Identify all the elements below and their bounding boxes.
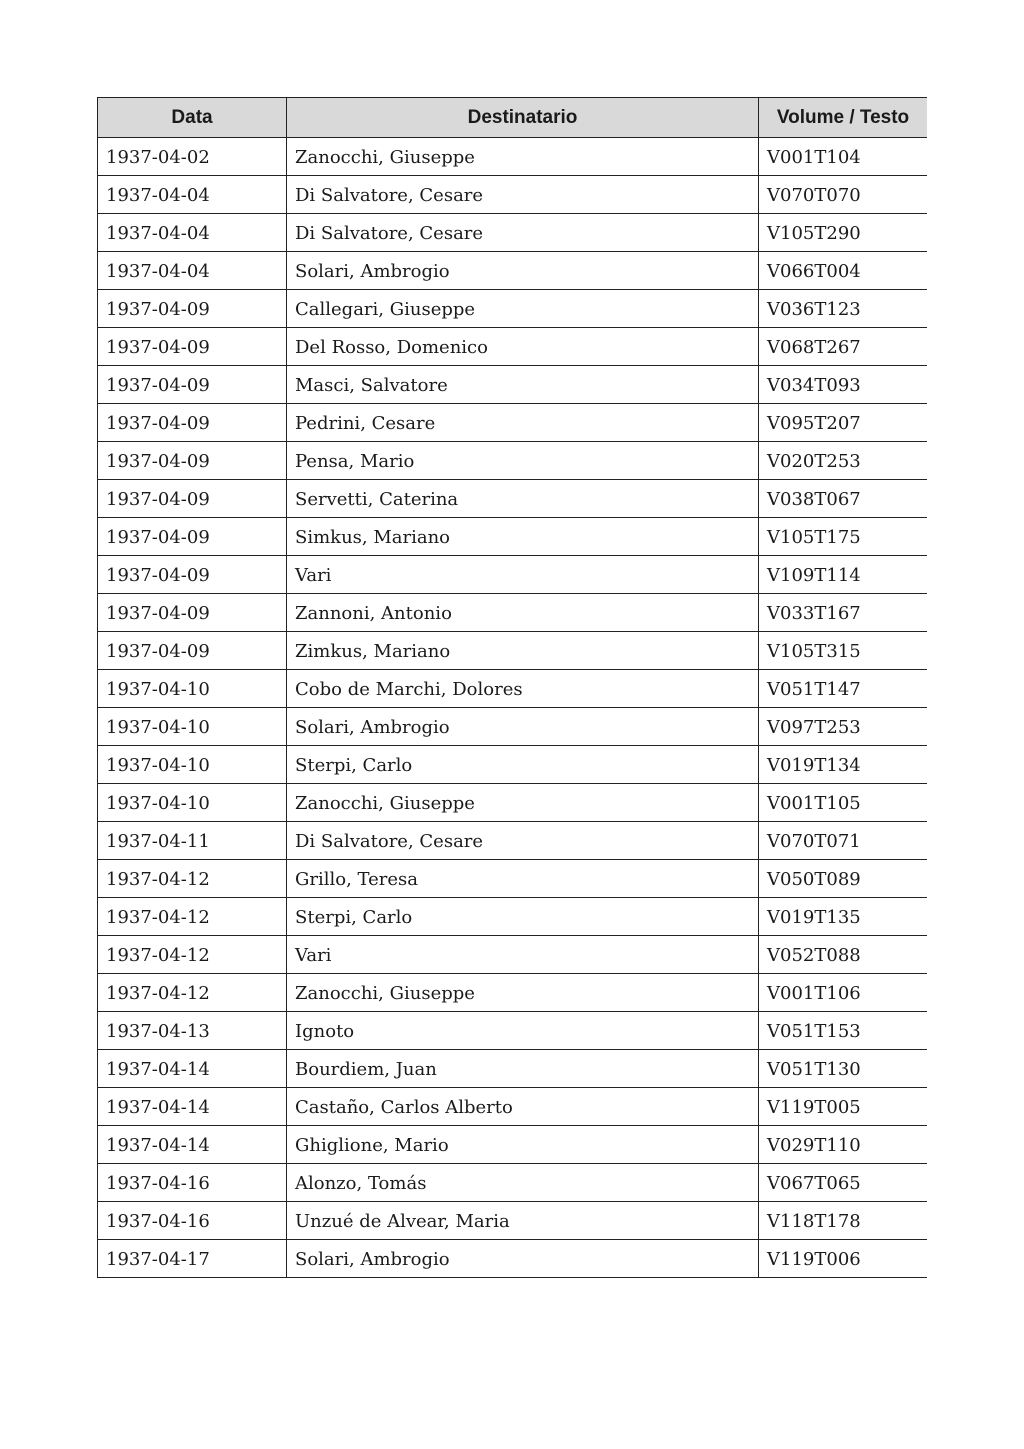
cell-recipient: Solari, Ambrogio (287, 1240, 759, 1278)
cell-recipient: Grillo, Teresa (287, 860, 759, 898)
cell-recipient: Zimkus, Mariano (287, 632, 759, 670)
cell-volume-text: V105T315 (759, 632, 928, 670)
cell-date: 1937-04-17 (98, 1240, 287, 1278)
table-row (98, 404, 928, 442)
cell-date: 1937-04-12 (98, 936, 287, 974)
cell-date: 1937-04-10 (98, 784, 287, 822)
cell-volume-text: V034T093 (759, 366, 928, 404)
cell-date: 1937-04-16 (98, 1202, 287, 1240)
cell-volume-text: V019T134 (759, 746, 928, 784)
table-row (98, 822, 928, 860)
cell-date: 1937-04-10 (98, 670, 287, 708)
table-row (98, 442, 928, 480)
cell-recipient: Pedrini, Cesare (287, 404, 759, 442)
cell-recipient: Ignoto (287, 1012, 759, 1050)
table-row (98, 1164, 928, 1202)
cell-volume-text: V051T147 (759, 670, 928, 708)
cell-recipient: Di Salvatore, Cesare (287, 214, 759, 252)
cell-volume-text: V036T123 (759, 290, 928, 328)
table-row (98, 1050, 928, 1088)
cell-volume-text: V070T070 (759, 176, 928, 214)
table-row (98, 1012, 928, 1050)
cell-recipient: Callegari, Giuseppe (287, 290, 759, 328)
cell-volume-text: V033T167 (759, 594, 928, 632)
cell-recipient: Zannoni, Antonio (287, 594, 759, 632)
cell-volume-text: V029T110 (759, 1126, 928, 1164)
header-recipient: Destinatario (287, 98, 759, 138)
cell-volume-text: V051T153 (759, 1012, 928, 1050)
cell-recipient: Di Salvatore, Cesare (287, 176, 759, 214)
cell-recipient: Zanocchi, Giuseppe (287, 784, 759, 822)
cell-date: 1937-04-10 (98, 708, 287, 746)
table-row (98, 480, 928, 518)
cell-volume-text: V105T175 (759, 518, 928, 556)
header-volume-text: Volume / Testo (759, 98, 928, 138)
cell-recipient: Bourdiem, Juan (287, 1050, 759, 1088)
cell-recipient: Solari, Ambrogio (287, 252, 759, 290)
table-row (98, 936, 928, 974)
cell-date: 1937-04-09 (98, 290, 287, 328)
cell-volume-text: V020T253 (759, 442, 928, 480)
cell-recipient: Zanocchi, Giuseppe (287, 974, 759, 1012)
cell-volume-text: V052T088 (759, 936, 928, 974)
cell-volume-text: V109T114 (759, 556, 928, 594)
cell-date: 1937-04-04 (98, 252, 287, 290)
table-row (98, 746, 928, 784)
table-row (98, 176, 928, 214)
cell-date: 1937-04-10 (98, 746, 287, 784)
cell-recipient: Alonzo, Tomás (287, 1164, 759, 1202)
cell-date: 1937-04-09 (98, 366, 287, 404)
cell-recipient: Sterpi, Carlo (287, 746, 759, 784)
cell-volume-text: V001T104 (759, 138, 928, 176)
table-row (98, 594, 928, 632)
header-row (98, 98, 928, 138)
cell-volume-text: V001T106 (759, 974, 928, 1012)
cell-volume-text: V001T105 (759, 784, 928, 822)
cell-date: 1937-04-12 (98, 974, 287, 1012)
table-row (98, 328, 928, 366)
cell-volume-text: V119T006 (759, 1240, 928, 1278)
table-row (98, 784, 928, 822)
cell-volume-text: V068T267 (759, 328, 928, 366)
table-row (98, 670, 928, 708)
cell-date: 1937-04-04 (98, 176, 287, 214)
cell-date: 1937-04-09 (98, 328, 287, 366)
cell-recipient: Sterpi, Carlo (287, 898, 759, 936)
cell-recipient: Di Salvatore, Cesare (287, 822, 759, 860)
cell-date: 1937-04-04 (98, 214, 287, 252)
cell-date: 1937-04-12 (98, 860, 287, 898)
cell-date: 1937-04-14 (98, 1050, 287, 1088)
cell-volume-text: V038T067 (759, 480, 928, 518)
cell-date: 1937-04-12 (98, 898, 287, 936)
cell-date: 1937-04-11 (98, 822, 287, 860)
cell-recipient: Vari (287, 556, 759, 594)
cell-recipient: Ghiglione, Mario (287, 1126, 759, 1164)
table-row (98, 974, 928, 1012)
table-row (98, 138, 928, 176)
cell-recipient: Masci, Salvatore (287, 366, 759, 404)
cell-date: 1937-04-09 (98, 404, 287, 442)
cell-volume-text: V050T089 (759, 860, 928, 898)
cell-recipient: Zanocchi, Giuseppe (287, 138, 759, 176)
cell-date: 1937-04-09 (98, 594, 287, 632)
letters-table-container (97, 97, 927, 1311)
cell-volume-text: V105T290 (759, 214, 928, 252)
cell-recipient: Vari (287, 936, 759, 974)
cell-recipient: Servetti, Caterina (287, 480, 759, 518)
table-row (98, 860, 928, 898)
cell-recipient: Simkus, Mariano (287, 518, 759, 556)
cell-recipient: Solari, Ambrogio (287, 708, 759, 746)
cell-volume-text: V067T065 (759, 1164, 928, 1202)
cell-volume-text: V097T253 (759, 708, 928, 746)
table-body (98, 138, 928, 1278)
table-row (98, 1202, 928, 1240)
header-date: Data (98, 98, 287, 138)
cell-date: 1937-04-09 (98, 556, 287, 594)
table-row (98, 556, 928, 594)
table-row (98, 252, 928, 290)
table-row (98, 290, 928, 328)
table-row (98, 898, 928, 936)
cell-date: 1937-04-14 (98, 1088, 287, 1126)
table-row (98, 1240, 928, 1278)
cell-recipient: Pensa, Mario (287, 442, 759, 480)
cell-date: 1937-04-09 (98, 518, 287, 556)
cell-date: 1937-04-09 (98, 632, 287, 670)
table-row (98, 366, 928, 404)
cell-volume-text: V019T135 (759, 898, 928, 936)
cell-recipient: Unzué de Alvear, Maria (287, 1202, 759, 1240)
cell-date: 1937-04-02 (98, 138, 287, 176)
cell-volume-text: V066T004 (759, 252, 928, 290)
cell-date: 1937-04-14 (98, 1126, 287, 1164)
cell-recipient: Del Rosso, Domenico (287, 328, 759, 366)
cell-volume-text: V095T207 (759, 404, 928, 442)
table-row (98, 708, 928, 746)
table-header (98, 98, 928, 138)
table-row (98, 518, 928, 556)
cell-volume-text: V051T130 (759, 1050, 928, 1088)
table-row (98, 214, 928, 252)
cell-date: 1937-04-09 (98, 480, 287, 518)
table-row (98, 1088, 928, 1126)
cell-volume-text: V119T005 (759, 1088, 928, 1126)
table-row (98, 632, 928, 670)
cell-volume-text: V118T178 (759, 1202, 928, 1240)
cell-volume-text: V070T071 (759, 822, 928, 860)
cell-date: 1937-04-16 (98, 1164, 287, 1202)
cell-recipient: Castaño, Carlos Alberto (287, 1088, 759, 1126)
cell-recipient: Cobo de Marchi, Dolores (287, 670, 759, 708)
cell-date: 1937-04-13 (98, 1012, 287, 1050)
table-row (98, 1126, 928, 1164)
letters-table (97, 97, 927, 1278)
cell-date: 1937-04-09 (98, 442, 287, 480)
